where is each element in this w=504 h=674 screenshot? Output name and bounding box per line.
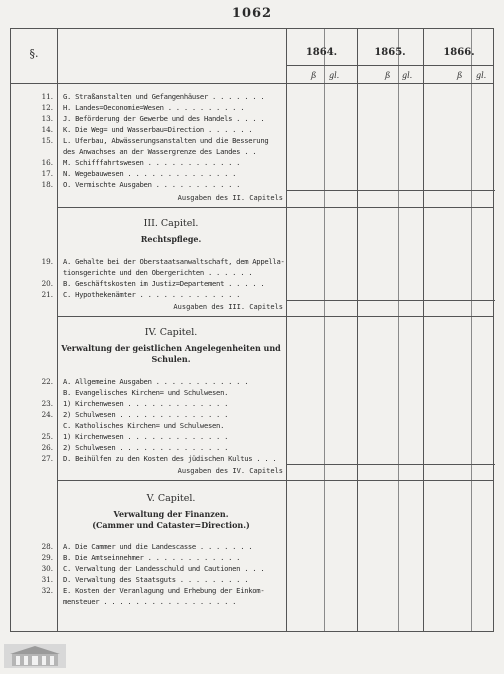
- row-text: des Anwachses an der Wassergrenze des Landes . .: [63, 147, 257, 156]
- sum-rule: [286, 190, 495, 191]
- row-text: 2) Schulwesen . . . . . . . . . . . . . .: [63, 410, 229, 419]
- column-rule: [286, 29, 287, 631]
- row-text: B. Geschäftskosten im Justiz=Departement . . . . .: [63, 279, 265, 288]
- row-number: 13.: [41, 114, 53, 123]
- currency-unit-label: gl.: [329, 71, 340, 80]
- row-number: 18.: [41, 180, 53, 189]
- year-header-1865: 1865.: [374, 47, 406, 58]
- row-text: D. Beihülfen zu den Kosten des jüdischen Kultus . . .: [63, 454, 277, 463]
- row-number: 30.: [41, 564, 53, 573]
- row-text: mensteuer . . . . . . . . . . . . . . . . .: [63, 597, 237, 606]
- sum-rule: [286, 300, 495, 301]
- row-text: A. Die Cammer und die Landescasse . . . . . . .: [63, 542, 253, 551]
- currency-unit-label: gl.: [476, 71, 487, 80]
- chapter-title: (Cammer und Cataster=Direction.): [92, 520, 250, 530]
- row-number: 16.: [41, 158, 53, 167]
- chapter-title: Verwaltung der Finanzen.: [113, 509, 229, 519]
- row-text: L. Uferbau, Abwässerungsanstalten und die Besserung: [63, 136, 269, 145]
- chapter-rule: [57, 316, 493, 317]
- row-text: C. Verwaltung der Landesschuld und Cautionen . . .: [63, 564, 265, 573]
- chapter-title: Schulen.: [151, 354, 191, 364]
- column-rule: [357, 29, 358, 631]
- row-number: 29.: [41, 553, 53, 562]
- row-number: 21.: [41, 290, 53, 299]
- row-text: A. Gehalte bei der Oberstaatsanwaltschaft, dem Appella-: [63, 257, 285, 266]
- row-text: B. Evangelisches Kirchen= und Schulwesen.: [63, 388, 229, 397]
- currency-unit-label: gl.: [402, 71, 413, 80]
- row-text: C. Katholisches Kirchen= und Schulwesen.: [63, 421, 225, 430]
- year-header-1864: 1864.: [305, 47, 338, 58]
- row-text: G. Straßanstalten und Gefangenhäuser . . . . . . .: [63, 92, 265, 101]
- row-text: H. Landes=Oeconomie=Wesen . . . . . . . . . .: [63, 103, 245, 112]
- chapter-heading: III. Capitel.: [143, 218, 199, 229]
- row-text: D. Verwaltung des Staatsguts . . . . . . . . .: [63, 575, 249, 584]
- chapter-title: Verwaltung der geistlichen Angelegenheiten und: [61, 343, 281, 353]
- column-rule: [324, 29, 325, 631]
- row-number: 19.: [41, 257, 53, 266]
- section-column-header: §.: [29, 47, 39, 60]
- chapter-total-label: Ausgaben des IV. Capitels: [177, 467, 283, 475]
- column-rule: [398, 29, 399, 631]
- row-text: M. Schifffahrtswesen . . . . . . . . . . . .: [63, 158, 241, 167]
- chapter-total-label: Ausgaben des II. Capitels: [177, 194, 283, 202]
- currency-unit-label: ß: [385, 71, 391, 80]
- row-text: K. Die Weg= und Wasserbau=Direction . . . . . .: [63, 125, 253, 134]
- row-text: tionsgerichte und den Obergerichten . . . . . .: [63, 268, 253, 277]
- header-rule: [286, 65, 493, 66]
- chapter-heading: IV. Capitel.: [144, 327, 198, 338]
- row-text: C. Hypothekenämter . . . . . . . . . . . . .: [63, 290, 241, 299]
- row-text: 1) Kirchenwesen . . . . . . . . . . . . .: [63, 399, 229, 408]
- row-number: 24.: [41, 410, 53, 419]
- row-number: 25.: [41, 432, 53, 441]
- budget-table: [10, 28, 494, 632]
- row-number: 27.: [41, 454, 53, 463]
- row-number: 28.: [41, 542, 53, 551]
- sum-rule: [286, 464, 495, 465]
- row-number: 12.: [41, 103, 53, 112]
- column-rule: [471, 29, 472, 631]
- library-building-icon: [4, 644, 66, 668]
- page-number: 1062: [231, 6, 273, 21]
- header-rule: [11, 83, 493, 84]
- chapter-rule: [57, 480, 493, 481]
- row-text: A. Allgemeine Ausgaben . . . . . . . . . . . .: [63, 377, 249, 386]
- row-number: 14.: [41, 125, 53, 134]
- column-rule: [423, 29, 424, 631]
- row-text: N. Wegebauwesen . . . . . . . . . . . . . .: [63, 169, 237, 178]
- row-number: 15.: [41, 136, 53, 145]
- row-number: 32.: [41, 586, 53, 595]
- row-text: O. Vermischte Ausgaben . . . . . . . . . . .: [63, 180, 241, 189]
- row-text: 1) Kirchenwesen . . . . . . . . . . . . .: [63, 432, 229, 441]
- row-number: 17.: [41, 169, 53, 178]
- chapter-heading: V. Capitel.: [146, 493, 196, 504]
- currency-unit-label: ß: [311, 71, 317, 80]
- row-text: 2) Schulwesen . . . . . . . . . . . . . .: [63, 443, 229, 452]
- row-number: 20.: [41, 279, 53, 288]
- row-number: 23.: [41, 399, 53, 408]
- chapter-rule: [57, 207, 493, 208]
- chapter-total-label: Ausgaben des III. Capitels: [173, 303, 283, 311]
- row-number: 26.: [41, 443, 53, 452]
- row-text: E. Kosten der Veranlagung und Erhebung der Einkom-: [63, 586, 265, 595]
- row-number: 11.: [41, 92, 53, 101]
- row-number: 22.: [41, 377, 53, 386]
- row-number: 31.: [41, 575, 53, 584]
- year-header-1866: 1866.: [443, 47, 475, 58]
- chapter-title: Rechtspflege.: [140, 234, 202, 244]
- currency-unit-label: ß: [457, 71, 463, 80]
- row-text: B. Die Amtseinnehmer . . . . . . . . . . . .: [63, 553, 241, 562]
- row-text: J. Beförderung der Gewerbe und des Handels . . . .: [63, 114, 265, 123]
